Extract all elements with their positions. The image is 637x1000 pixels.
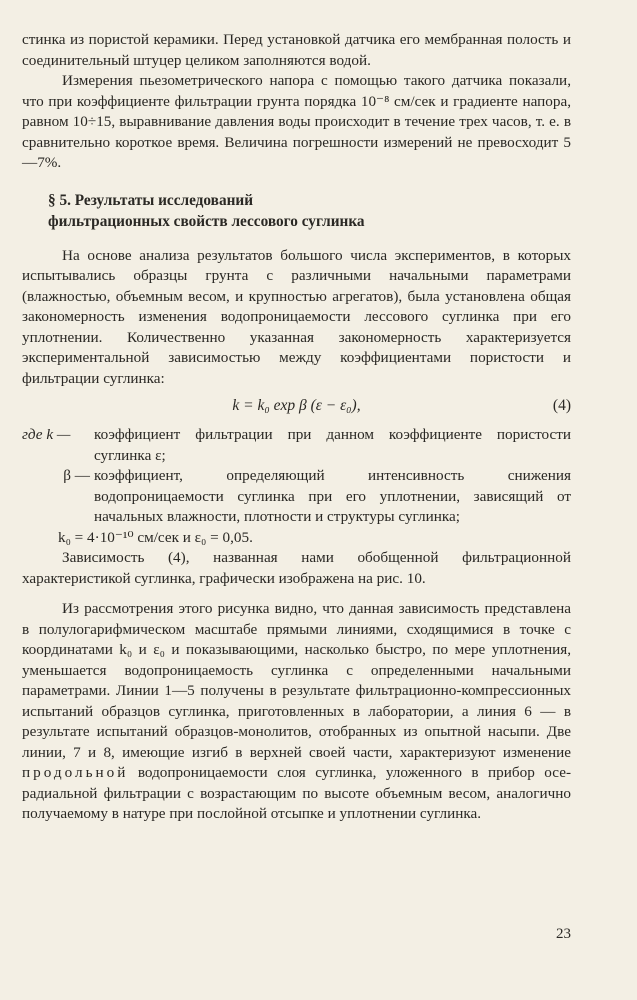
formula-number: (4): [552, 397, 571, 414]
formula-block: [22, 395, 571, 421]
definition-text: коэффициент, определяющий интенсивность снижения водопроницаемости суглинка при его уплотнении, зависящий от начальных влажности, плотности и структуры суглинка;: [94, 467, 571, 525]
figure-text-part1: Из рассмотрения этого рисунка видно, что данная зависимость представлена в полулогарифмическом масштабе прямыми линиями, сходящимися в точке с координатами k₀ и ε₀ и показывающими, насколько быстро, по мере уплотнения, уменьшается водопроницаемость суглинка с определенными начальными параметрами. Линии 1—5 получены в результате фильтрационно-компрессионных испытаний образцов суглинка, приготовленных в лаборатории, а линия 6 — в результате испытаний образцов-монолитов, отобранных из опытной насыпи. Две линии, 7 и 8, имеющие изгиб в верхней своей части, характеризуют изменение: [22, 600, 571, 761]
definition-beta: [22, 466, 571, 528]
k0-values: k₀ = 4·10⁻¹⁰ см/сек и ε₀ = 0,05.: [58, 528, 253, 546]
spaced-word: продольной: [22, 764, 129, 781]
definition-text: коэффициент фильтрации при данном коэффициенте пористости суглинка ε;: [94, 426, 571, 464]
page-text: [22, 30, 571, 825]
paragraph-dependence: Зависимость (4), названная нами обобщенной фильтрационной характеристикой суглинка, графически изображена на рис. 10.: [22, 549, 571, 587]
symbol-definitions: [22, 425, 571, 548]
paragraph-continued: стинка из пористой керамики. Перед установкой датчика его мембранная полость и соединительный штуцер целиком заполняются водой.: [22, 31, 571, 69]
section-title-line1: § 5. Результаты исследований: [48, 191, 254, 209]
paragraph-analysis: На основе анализа результатов большого числа экспериментов, в которых испытывались образцы грунта с различными начальными параметрами (влажностью, объемным весом, и крупностью агрегатов), была установлена общая закономерность изменения водопроницаемости лессового суглинка при его уплотнении. Количественно указанная закономерность характеризуется экспериментальной зависимостью между коэффициентами пористости и фильтрации суглинка:: [22, 246, 571, 387]
paragraph-figure-discussion: [22, 599, 571, 825]
figure-text-part2: водопроницаемости слоя суглинка, уложенного в прибор осе-радиальной фильтрации с возрастающим по высоте объемным весом, аналогично получаемому в натуре при послойной отсыпке и уплотнении суглинка.: [22, 764, 572, 822]
definition-k: [22, 425, 571, 466]
section-title-line2: фильтрационных свойств лессового суглинка: [48, 212, 365, 230]
formula-expression: k = k₀ exp β (ε − ε₀),: [232, 397, 361, 414]
definition-symbol: β —: [63, 467, 90, 484]
paragraph-measurement: Измерения пьезометрического напора с помощью такого датчика показали, что при коэффициенте фильтрации грунта порядка 10⁻⁸ см/сек и градиенте напора, равном 10÷15, выравнивание давления воды происходит в течение трех часов, т. е. в сравнительно короткое время. Величина погрешности измерений не превосходит 5—7%.: [22, 72, 571, 171]
page-number: 23: [556, 926, 571, 942]
section-heading: [22, 190, 571, 232]
definition-symbol: где k —: [22, 426, 71, 443]
